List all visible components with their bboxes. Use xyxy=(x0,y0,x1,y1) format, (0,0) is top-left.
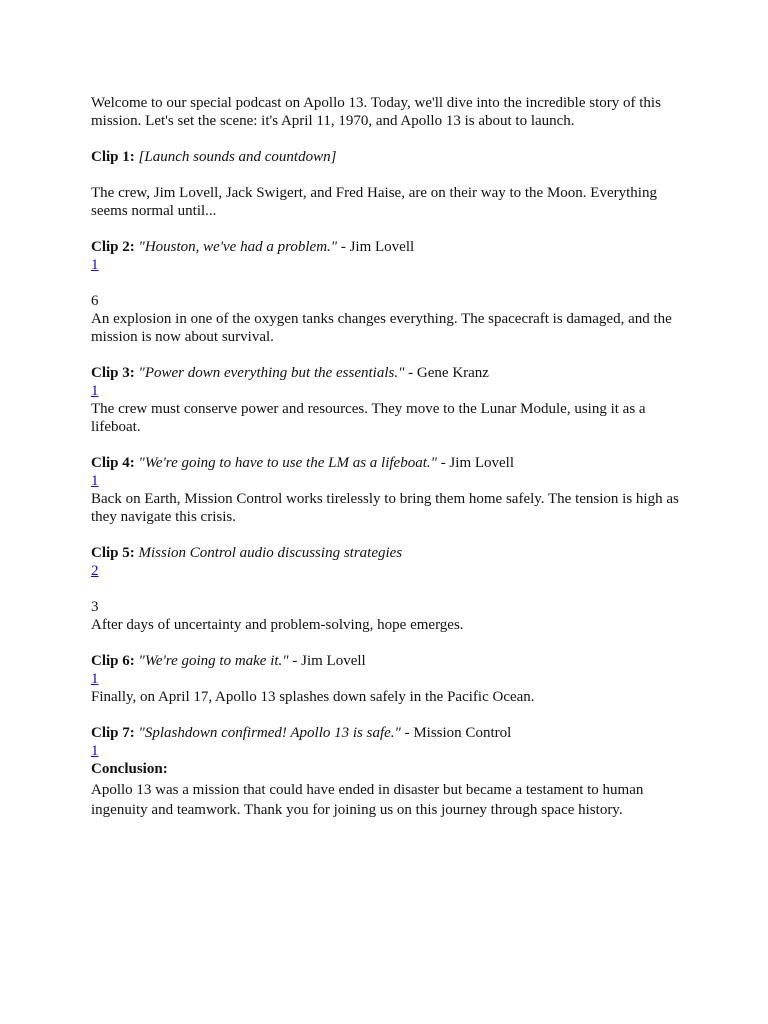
clip-label: Clip 1: xyxy=(91,149,135,165)
clip-quote: "We're going to make it." xyxy=(138,653,289,669)
reference-link[interactable]: 1 xyxy=(91,473,99,489)
reference-link[interactable]: 1 xyxy=(91,257,99,273)
clip-5-line xyxy=(91,544,681,562)
footnote-number: 3 xyxy=(91,599,99,615)
clip-speaker: - Mission Control xyxy=(400,725,512,741)
clip-6-line xyxy=(91,652,681,670)
clip-3-line xyxy=(91,364,681,382)
clip-label: Clip 2: xyxy=(91,239,135,255)
conserve-paragraph: The crew must conserve power and resources. They move to the Lunar Module, using it as a lifeboat. xyxy=(91,401,646,435)
explosion-paragraph: An explosion in one of the oxygen tanks changes everything. The spacecraft is damaged, and the mission is now about survival. xyxy=(91,311,672,345)
reference-link[interactable]: 1 xyxy=(91,743,99,759)
clip-quote: Mission Control audio discussing strategies xyxy=(138,545,403,561)
clip-2-line xyxy=(91,238,681,256)
clip-speaker: - Gene Kranz xyxy=(404,365,489,381)
clip-label: Clip 3: xyxy=(91,365,135,381)
clip-4-line xyxy=(91,454,681,472)
clip-label: Clip 5: xyxy=(91,545,135,561)
clip-quote: "Power down everything but the essentials." xyxy=(138,365,405,381)
clip-speaker: - Jim Lovell xyxy=(337,239,415,255)
conclusion-heading xyxy=(91,760,681,778)
clip-7-line xyxy=(91,724,681,742)
clip-label: Clip 4: xyxy=(91,455,135,471)
intro-paragraph: Welcome to our special podcast on Apollo 13. Today, we'll dive into the incredible story of this mission. Let's set the scene: it's April 11, 1970, and Apollo 13 is about to launch. xyxy=(91,95,661,129)
clip-quote: [Launch sounds and countdown] xyxy=(138,149,337,165)
clip-speaker: - Jim Lovell xyxy=(436,455,515,471)
clip-1-line xyxy=(91,148,681,166)
reference-link[interactable]: 1 xyxy=(91,383,99,399)
clip-label: Clip 6: xyxy=(91,653,135,669)
hope-paragraph: After days of uncertainty and problem-solving, hope emerges. xyxy=(91,617,464,633)
conclusion-paragraph: Apollo 13 was a mission that could have ended in disaster but became a testament to human ingenuity and teamwork. Thank you for joining us on this journey through space history. xyxy=(91,782,644,818)
podcast-script xyxy=(91,94,681,820)
clip-quote: "Splashdown confirmed! Apollo 13 is safe." xyxy=(138,725,401,741)
conclusion-heading-text: Conclusion: xyxy=(91,761,168,777)
mission-control-paragraph: Back on Earth, Mission Control works tirelessly to bring them home safely. The tension is high as they navigate this crisis. xyxy=(91,491,679,525)
footnote-number: 6 xyxy=(91,293,99,309)
clip-quote: "We're going to have to use the LM as a lifeboat." xyxy=(138,455,437,471)
clip-label: Clip 7: xyxy=(91,725,135,741)
clip-quote: "Houston, we've had a problem." xyxy=(138,239,338,255)
crew-paragraph: The crew, Jim Lovell, Jack Swigert, and Fred Haise, are on their way to the Moon. Everything seems normal until... xyxy=(91,185,657,219)
reference-link[interactable]: 2 xyxy=(91,563,99,579)
splashdown-paragraph: Finally, on April 17, Apollo 13 splashes down safely in the Pacific Ocean. xyxy=(91,689,535,705)
clip-speaker: - Jim Lovell xyxy=(288,653,366,669)
reference-link[interactable]: 1 xyxy=(91,671,99,687)
